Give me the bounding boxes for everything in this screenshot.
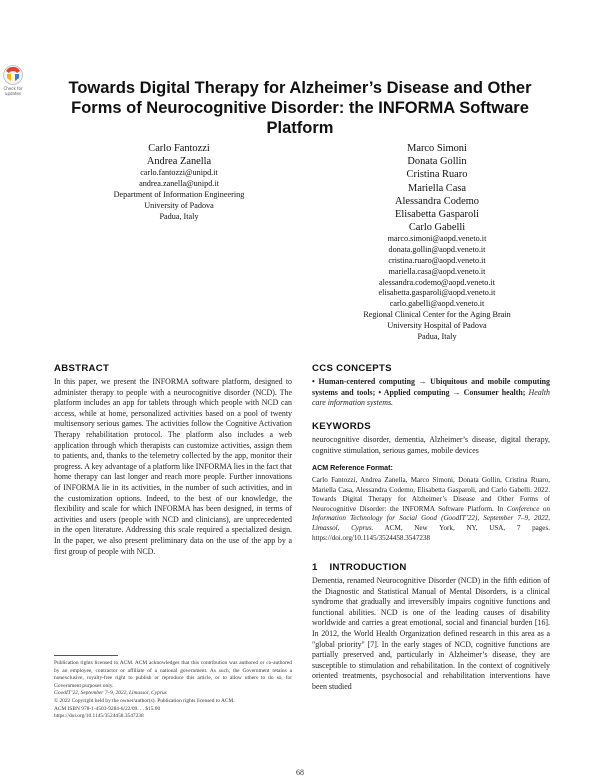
affiliation-line: Padua, Italy	[417, 331, 457, 341]
author-name: Donata Gollin	[407, 156, 467, 168]
logo-caption-2: updates	[4, 91, 22, 96]
footnote-line: ACM ISBN 978-1-4503-9284-6/22/09. . . $15.00	[54, 705, 161, 712]
affiliation-line: Padua, Italy	[159, 211, 199, 221]
author-name: Andrea Zanella	[146, 156, 212, 168]
author-email: carlo.gabelli@aopd.veneto.it	[389, 299, 485, 309]
author-email: elisabetta.gasparoli@aopd.veneto.it	[378, 288, 496, 298]
reference-format-text	[312, 476, 550, 543]
author-name: Carlo Gabelli	[408, 222, 466, 234]
affiliation-line: Regional Clinical Center for the Aging Brain	[363, 310, 511, 319]
author-email: alessandra.codemo@aopd.veneto.it	[379, 277, 495, 287]
author-name: Elisabetta Gasparoli	[395, 209, 479, 221]
introduction-heading: 1 INTRODUCTION	[312, 562, 407, 573]
keywords-text: neurocognitive disorder, dementia, Alzheimer’s disease, digital therapy, cognitive stimulation, serious games, mobile devices	[312, 435, 550, 455]
reference-format-heading: ACM Reference Format:	[312, 464, 393, 472]
footnote-line: GoodIT’22, September 7–9, 2022, Limassol, Cyprus	[54, 690, 167, 697]
author-email: donata.gollin@aopd.veneto.it	[388, 245, 486, 255]
reference-venue: Conference on Information Technology for Social Good (GoodIT’22), September 7–9, 2022, Limassol, Cyprus.	[312, 504, 550, 532]
footnote-line: Publication rights licensed to ACM. ACM acknowledges that this contribution was authored or co-authored by an employee, contractor or affiliate of a national government. As such, the Government retains a nonexclusive, royalty-free right to publish or reproduce this article, or to allow others to do so, for Government purposes only.	[54, 660, 292, 689]
keywords-heading: KEYWORDS	[312, 421, 371, 432]
ccs-concept-2-tail: Health care information systems.	[312, 387, 550, 408]
ccs-concept-1: • Human-centered computing → Ubiquitous and mobile computing systems and tools;	[312, 377, 550, 397]
introduction-text: Dementia, renamed Neurocognitive Disorder (NCD) in the fifth edition of the Diagnostic and Statistical Manual of Mental Disorders, is a clinical syndrome that gradually and irreversibly impairs cognitive functions and functional abilities. NCD is one of the leading causes of disability worldwide and carries a great emotional, social and financial burden [16]. In 2012, the World Health Organization defined research in this area as a "global priority" [7]. In the early stages of NCD, cognitive functions are partially preserved and, particularly in Alzheimer’s disease, they are susceptible to stimulation and rehabilitation. In the context of cognitively oriented treatments, psychosocial and rehabilitation interventions have been studied	[312, 576, 550, 691]
author-email: marco.simoni@aopd.veneto.it	[387, 234, 487, 244]
ccs-text	[312, 377, 550, 409]
ccs-concept-2: • Applied computing → Consumer health;	[378, 387, 526, 397]
footnote-line: © 2022 Copyright held by the owner/author(s). Publication rights licensed to ACM.	[54, 697, 235, 704]
affiliation-line: University Hospital of Padova	[387, 320, 487, 330]
reference-doi[interactable]: ACM, New York, NY, USA, 7 pages. https://doi.org/10.1145/3524458.3547238	[312, 523, 550, 542]
author-name: Marco Simoni	[407, 143, 467, 154]
footnote-divider	[54, 655, 118, 656]
author-email: cristina.ruaro@aopd.veneto.it	[388, 256, 486, 266]
author-name: Cristina Ruaro	[406, 169, 468, 181]
check-for-updates-logo[interactable]	[2, 64, 24, 96]
reference-authors: Carlo Fantozzi, Andrea Zanella, Marco Simoni, Donata Gollin, Cristina Ruaro, Mariella Casa, Alessandra Codemo, Elisabetta Gasparoli, and Carlo Gabelli. 2022. Towards Digital Therapy for Alzheimer’s Disease and Other Forms of Neurocognitive Disorder: the INFORMA Software Platform. In	[312, 476, 550, 513]
footnote-doi-link[interactable]: https://doi.org/10.1145/3524458.3547238	[54, 713, 144, 720]
author-email: carlo.fantozzi@unipd.it	[140, 168, 218, 178]
author-email: mariella.casa@aopd.veneto.it	[388, 266, 486, 276]
author-name: Mariella Casa	[408, 182, 466, 194]
affiliation-line: Department of Information Engineering	[113, 190, 245, 199]
left-author-block	[50, 142, 308, 222]
author-name: Carlo Fantozzi	[148, 143, 210, 154]
logo-caption-1: Check for	[3, 86, 23, 91]
abstract-text: In this paper, we present the INFORMA software platform, designed to administer therapy to people with a neurocognitive disorder (NCD). The platform includes an app for tablets through which people with NCD can access, while at home, personalized activities based on a pool of twenty multisensory serious games. The activities follow the Cognitive Activation Therapy rehabilitation protocol. The platform also includes a web application through which therapists can customize activities, assign them to patients, and, thanks to the telemetry collected by the app, monitor their progress. A key advantage of a platform like INFORMA lies in the fact that home therapy can last longer and reach more people. Further innovations of INFORMA lie in its activities, in the number of such activities, and in the customization options. Indeed, to the best of our knowledge, the flexibility and scale for which INFORMA has been designed, in terms of activities and users (people with NCD and clinicians), are unprecedented in the open literature. Addressing this scale required a specialized design. In the paper, we also present preliminary data on the use of the app by a first group of people with NCD.	[54, 377, 292, 556]
abstract-heading: ABSTRACT	[54, 363, 110, 374]
paper-title: Towards Digital Therapy for Alzheimer’s Disease and Other Forms of Neurocognitive Disorder: the INFORMA Software Platform	[68, 79, 532, 137]
author-email: andrea.zanella@unipd.it	[139, 179, 219, 189]
ccs-heading: CCS CONCEPTS	[312, 363, 392, 374]
copyright-footnote	[54, 660, 292, 721]
author-name: Alessandra Codemo	[395, 195, 479, 207]
check-updates-icon	[2, 64, 24, 86]
page-number: 68	[296, 768, 304, 777]
affiliation-line: University of Padova	[144, 200, 214, 210]
right-author-block	[308, 142, 566, 342]
